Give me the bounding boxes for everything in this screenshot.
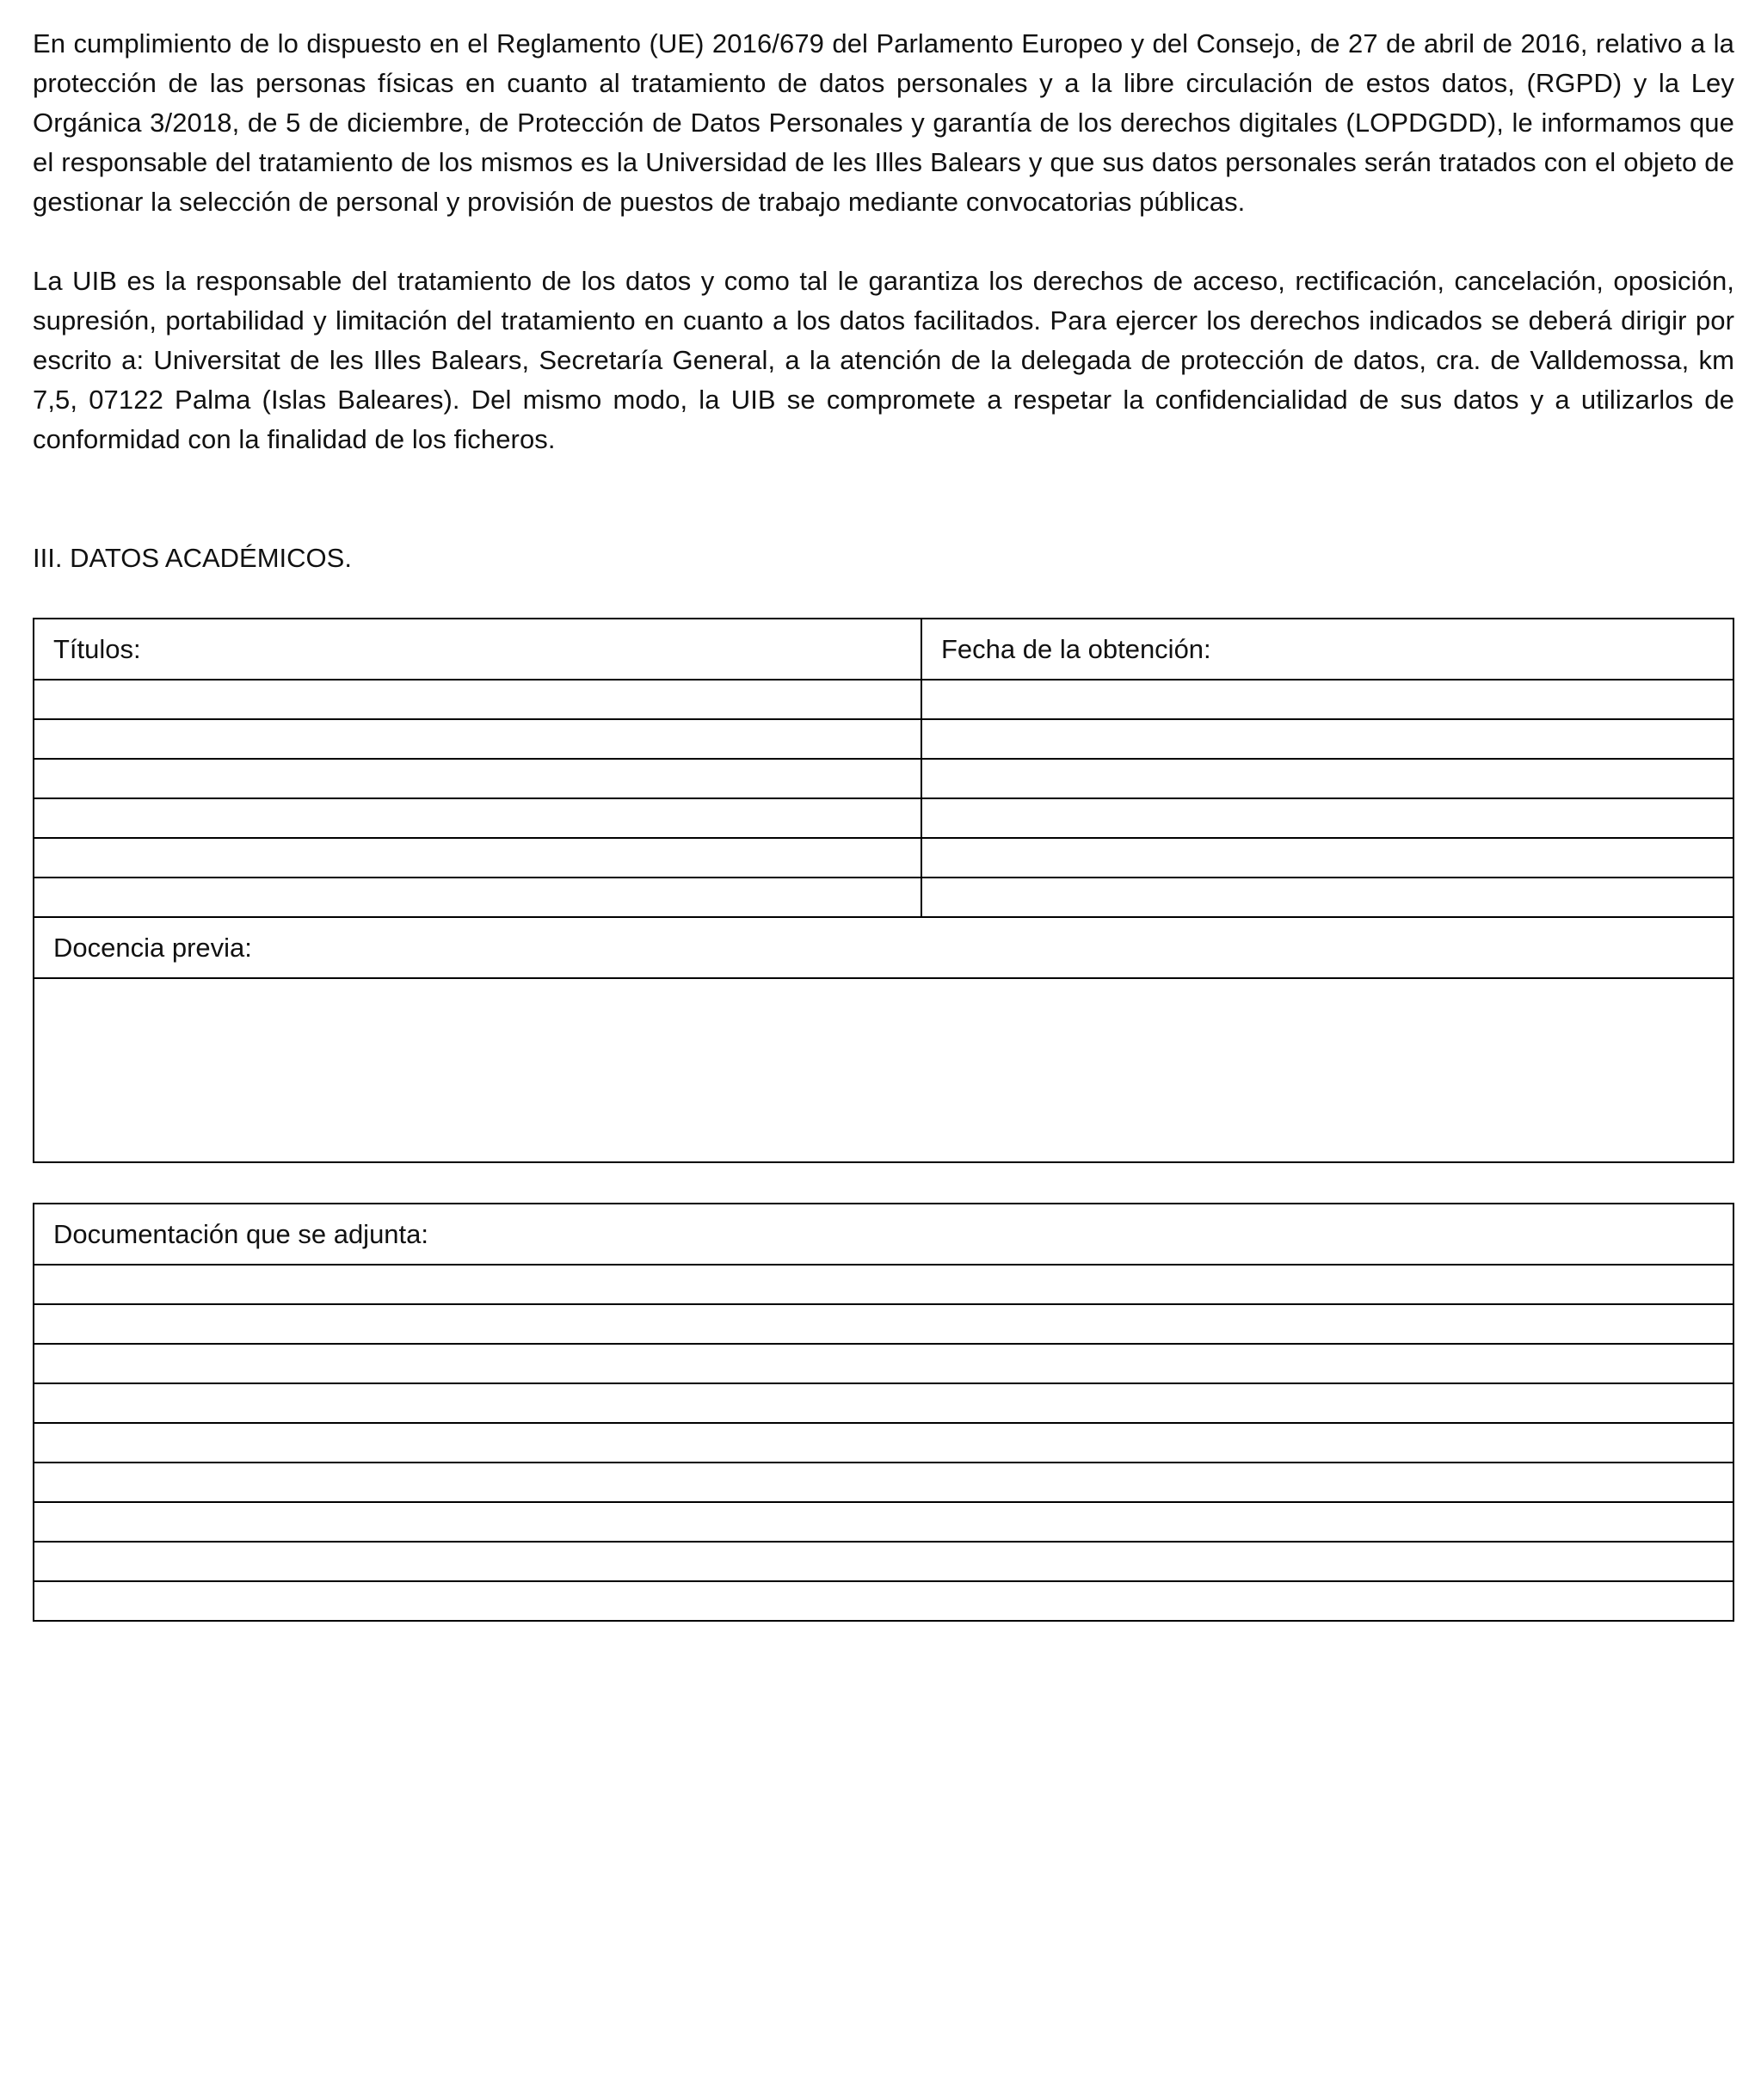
documento-cell[interactable]: [34, 1423, 1733, 1463]
table-row: [34, 1304, 1733, 1344]
docencia-previa-label: Docencia previa:: [34, 917, 1733, 978]
titulo-cell[interactable]: [34, 680, 921, 719]
titulo-cell[interactable]: [34, 719, 921, 759]
fecha-cell[interactable]: [921, 719, 1733, 759]
docencia-entry-row: [34, 978, 1733, 1162]
documentacion-header: Documentación que se adjunta:: [34, 1204, 1733, 1265]
documento-cell[interactable]: [34, 1304, 1733, 1344]
table-row: [34, 1463, 1733, 1502]
docencia-previa-field[interactable]: [34, 978, 1733, 1162]
titulos-header: Títulos:: [34, 619, 921, 680]
fecha-cell[interactable]: [921, 838, 1733, 878]
table-row: [34, 719, 1733, 759]
privacy-paragraph-2: La UIB es la responsable del tratamiento de los datos y como tal le garantiza los derechos de acceso, rectificación, cancelación, oposición, supresión, portabilidad y limitación del tratamiento en cuanto a los datos facilitados. Para ejercer los derechos indicados se deberá dirigir por escrito a: Universitat de les Illes Balears, Secretaría General, a la atención de la delegada de protección de datos, cra. de Valldemossa, km 7,5, 07122 Palma (Islas Baleares). Del mismo modo, la UIB se compromete a respetar la confidencialidad de sus datos y a utilizarlos de conformidad con la finalidad de los ficheros.: [33, 266, 1734, 454]
table-row: [34, 1581, 1733, 1621]
fecha-obtencion-header: Fecha de la obtención:: [921, 619, 1733, 680]
fecha-cell[interactable]: [921, 798, 1733, 838]
privacy-paragraph-1: En cumplimiento de lo dispuesto en el Reglamento (UE) 2016/679 del Parlamento Europeo y del Consejo, de 27 de abril de 2016, relativo a la protección de las personas físicas en cuanto al tratamiento de datos personales y a la libre circulación de estos datos, (RGPD) y la Ley Orgánica 3/2018, de 5 de diciembre, de Protección de Datos Personales y garantía de los derechos digitales (LOPDGDD), le informamos que el responsable del tratamiento de los mismos es la Universidad de les Illes Balears y que sus datos personales serán tratados con el objeto de gestionar la selección de personal y provisión de puestos de trabajo mediante convocatorias públicas.: [33, 28, 1734, 217]
docs-header-row: [34, 1204, 1733, 1265]
documento-cell[interactable]: [34, 1265, 1733, 1304]
table-row: [34, 1502, 1733, 1542]
fecha-cell[interactable]: [921, 680, 1733, 719]
fecha-cell[interactable]: [921, 878, 1733, 917]
titulo-cell[interactable]: [34, 759, 921, 798]
titulo-cell[interactable]: [34, 838, 921, 878]
documento-cell[interactable]: [34, 1383, 1733, 1423]
docencia-header-row: [34, 917, 1733, 978]
fecha-cell[interactable]: [921, 759, 1733, 798]
table-row: [34, 680, 1733, 719]
section-heading: III. DATOS ACADÉMICOS.: [33, 543, 352, 573]
documento-cell[interactable]: [34, 1542, 1733, 1581]
documento-cell[interactable]: [34, 1344, 1733, 1383]
attached-docs-table: [33, 1203, 1734, 1622]
document-page: [33, 24, 1734, 1622]
table-row: [34, 1423, 1733, 1463]
table-row: [34, 838, 1733, 878]
academic-data-table: [33, 618, 1734, 1163]
table-row: [34, 878, 1733, 917]
table-row: [34, 759, 1733, 798]
table-header-row: [34, 619, 1733, 680]
documento-cell[interactable]: [34, 1581, 1733, 1621]
table-row: [34, 1265, 1733, 1304]
table-row: [34, 798, 1733, 838]
documento-cell[interactable]: [34, 1463, 1733, 1502]
titulo-cell[interactable]: [34, 878, 921, 917]
table-row: [34, 1383, 1733, 1423]
table-row: [34, 1344, 1733, 1383]
titulo-cell[interactable]: [34, 798, 921, 838]
documento-cell[interactable]: [34, 1502, 1733, 1542]
table-row: [34, 1542, 1733, 1581]
